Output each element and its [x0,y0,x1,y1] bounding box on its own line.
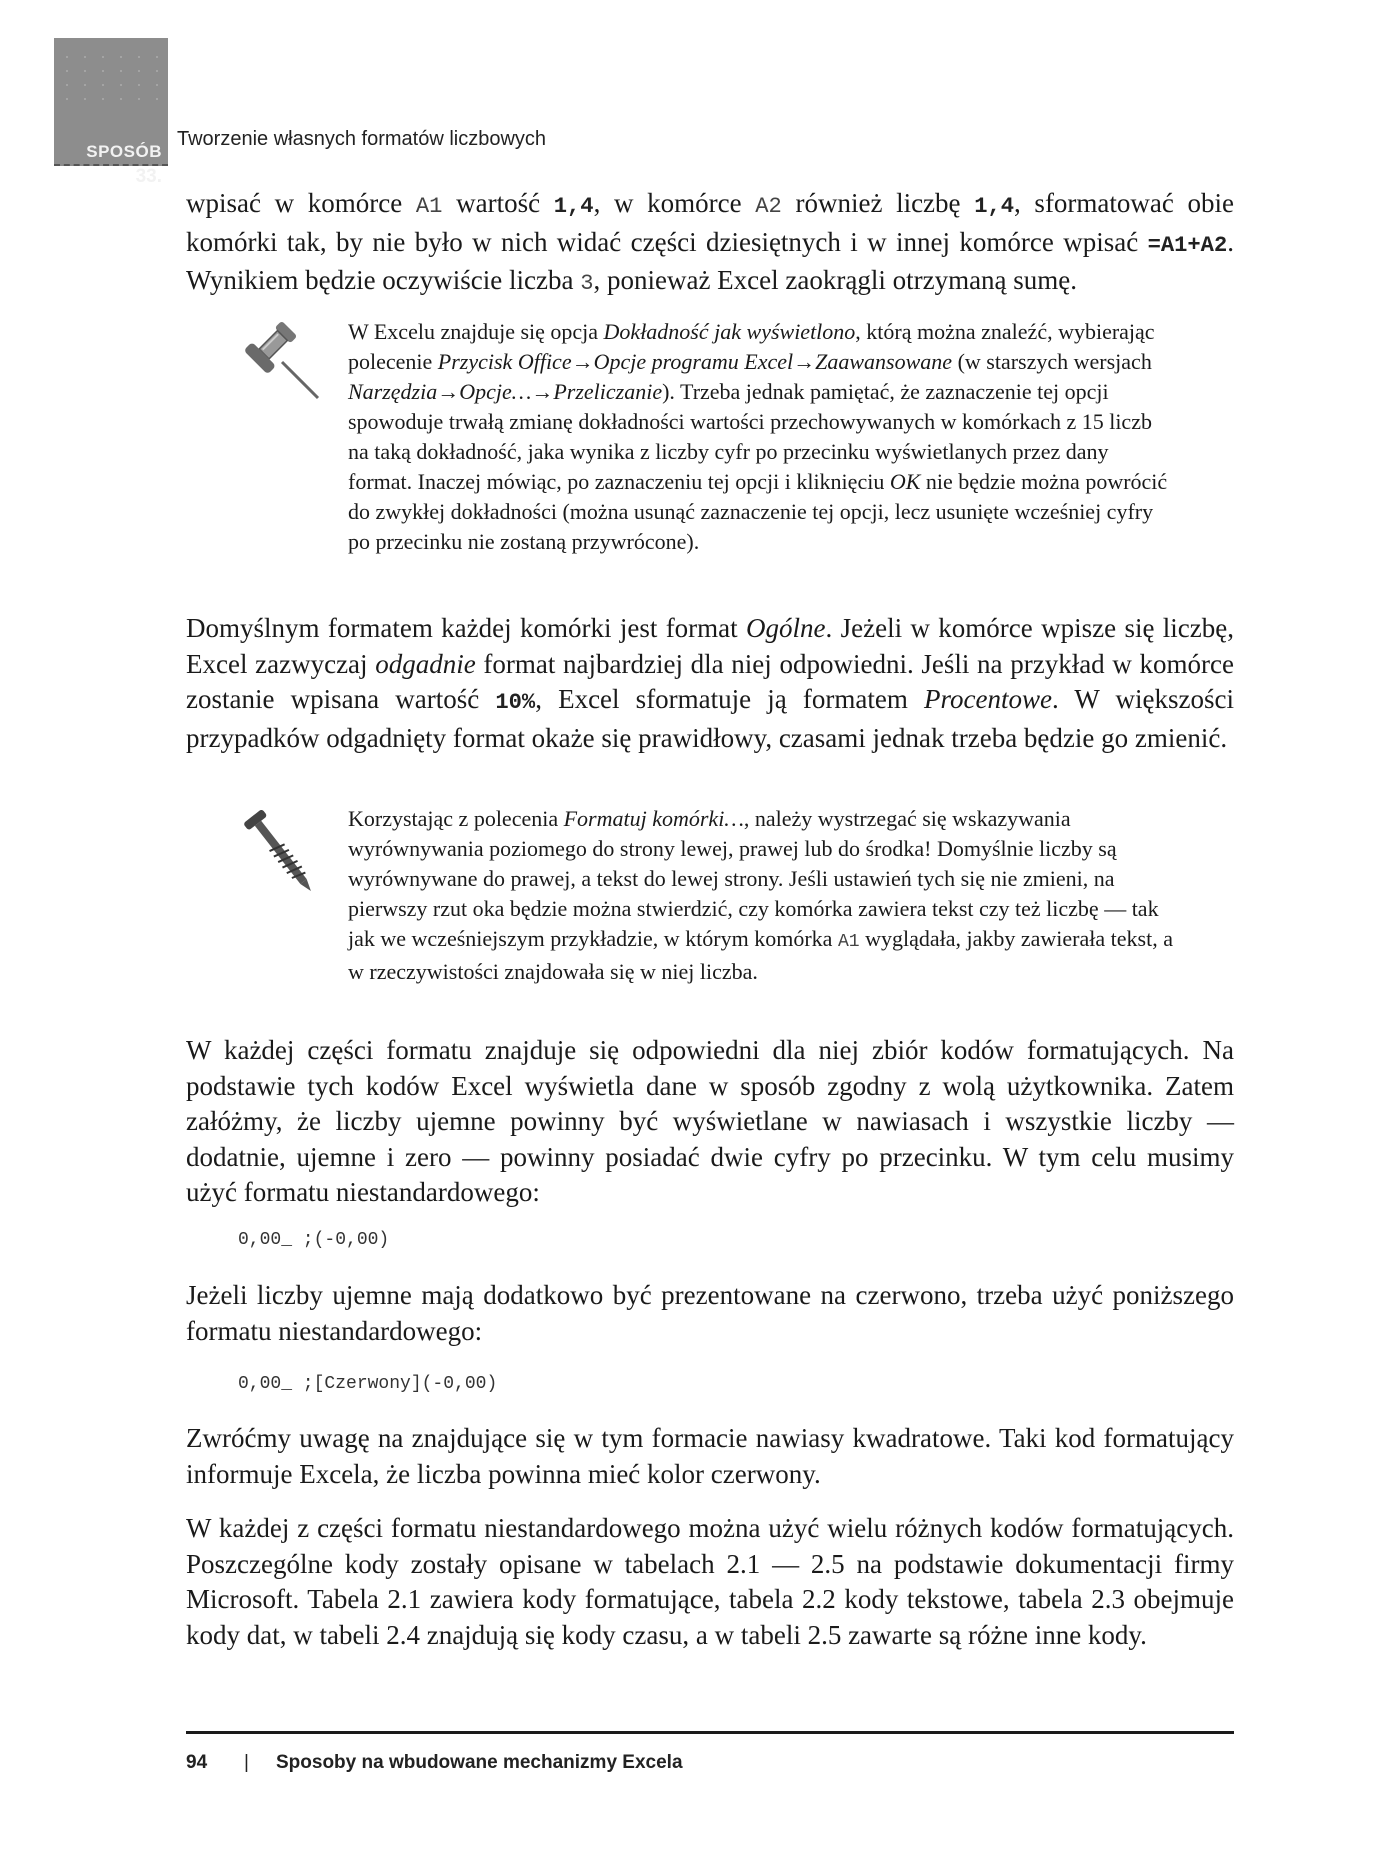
note-1: W Excelu znajduje się opcja Dokładność jak wyświetlono, którą można znaleźć, wybierając polecenie Przycisk Office→Opcje programu Excel→Zaawansowane (w starszych wersjach Narzędzia→Opcje…→Przeliczanie). Trzeba jednak pamiętać, że zaznaczenie tej opcji spowoduje trwałą zmianę dokładności wartości przechowywanych w komórkach z 15 liczb na taką dokładność, jaka wynika z liczby cyfr po przecinku wyświetlanych przez dany format. Inaczej mówiąc, po zaznaczeniu tej opcji i kliknięciu OK nie będzie można powrócić do zwykłej dokładności (można usunąć zaznaczenie tej opcji, lecz usunięte wcześniej cyfry po przecinku nie zostaną przywrócone). [348,319,1168,554]
running-header-title: Tworzenie własnych formatów liczbowych [177,128,547,150]
tab-pattern [58,50,164,110]
code-sample-1: 0,00_ ;(-0,00) [238,1230,390,1250]
footer-rule [186,1731,1234,1734]
paragraph-1: wpisać w komórce A1 wartość 1,4, w komórce A2 również liczbę 1,4, sformatować obie komórki tak, by nie było w nich widać części dziesiętnych i w innej komórce wpisać =A1+A2. Wynikiem będzie oczywiście liczba 3, ponieważ Excel zaokrągli otrzymaną sumę. [186,188,1235,296]
page-number: 94 [186,1752,208,1773]
section-tab [54,38,168,187]
paragraph-3: W każdej części formatu znajduje się odpowiedni dla niej zbiór kodów formatujących. Na podstawie tych kodów Excel wyświetla dane w sposób zgodny z wolą użytkownika. Zatem załóżmy, że liczby ujemne powinny być wyświetlane w nawiasach i wszystkie liczby — dodatnie, ujemne i zero — powinny posiadać dwie cyfry po przecinku. W tym celu musimy użyć formatu niestandardowego: [186,1035,1234,1207]
tab-number: 33. [135,166,162,187]
tab-label: SPOSÓB [86,142,162,161]
paragraph-5: Zwróćmy uwagę na znajdujące się w tym formacie nawiasy kwadratowe. Taki kod formatujący informuje Excela, że liczba powinna mieć kolor czerwony. [186,1423,1234,1489]
screw-icon [242,804,322,904]
paragraph-4: Jeżeli liczby ujemne mają dodatkowo być prezentowane na czerwono, trzeba użyć poniższego formatu niestandardowego: [186,1280,1234,1346]
footer-separator: | [244,1752,249,1773]
footer-book-title: Sposoby na wbudowane mechanizmy Excela [276,1752,683,1773]
paragraph-6: W każdej z części formatu niestandardowego można użyć wielu różnych kodów formatujących. Poszczególne kody zostały opisane w tabelach 2.1 — 2.5 na podstawie dokumentacji firmy Microsoft. Tabela 2.1 zawiera kody formatujące, tabela 2.2 kody tekstowe, tabela 2.3 obejmuje kody dat, w tabeli 2.4 znajdują się kody czasu, a w tabeli 2.5 zawarte są różne inne kody. [186,1513,1234,1650]
paragraph-2: Domyślnym formatem każdej komórki jest format Ogólne. Jeżeli w komórce wpisze się liczbę, Excel zazwyczaj odgadnie format najbardziej dla niej odpowiedni. Jeśli na przykład w komórce zostanie wpisana wartość 10%, Excel sformatuje ją formatem Procentowe. W większości przypadków odgadnięty format okaże się prawidłowy, czasami jednak trzeba będzie go zmienić. [186,613,1234,753]
note-2: Korzystając z polecenia Formatuj komórki…, należy wystrzegać się wskazywania wyrównywania poziomego do strony lewej, prawej lub do środka! Domyślnie liczby są wyrównywane do prawej, a tekst do lewej strony. Jeśli ustawień tych się nie zmieni, na pierwszy rzut oka będzie można stwierdzić, czy komórka zawiera tekst czy też liczbę — tak jak we wcześniejszym przykładzie, w którym komórka A1 wyglądała, jakby zawierała tekst, a w rzeczywistości znajdowała się w niej liczba. [348,806,1173,984]
pushpin-icon [234,314,324,404]
code-sample-2: 0,00_ ;[Czerwony](-0,00) [238,1374,498,1394]
